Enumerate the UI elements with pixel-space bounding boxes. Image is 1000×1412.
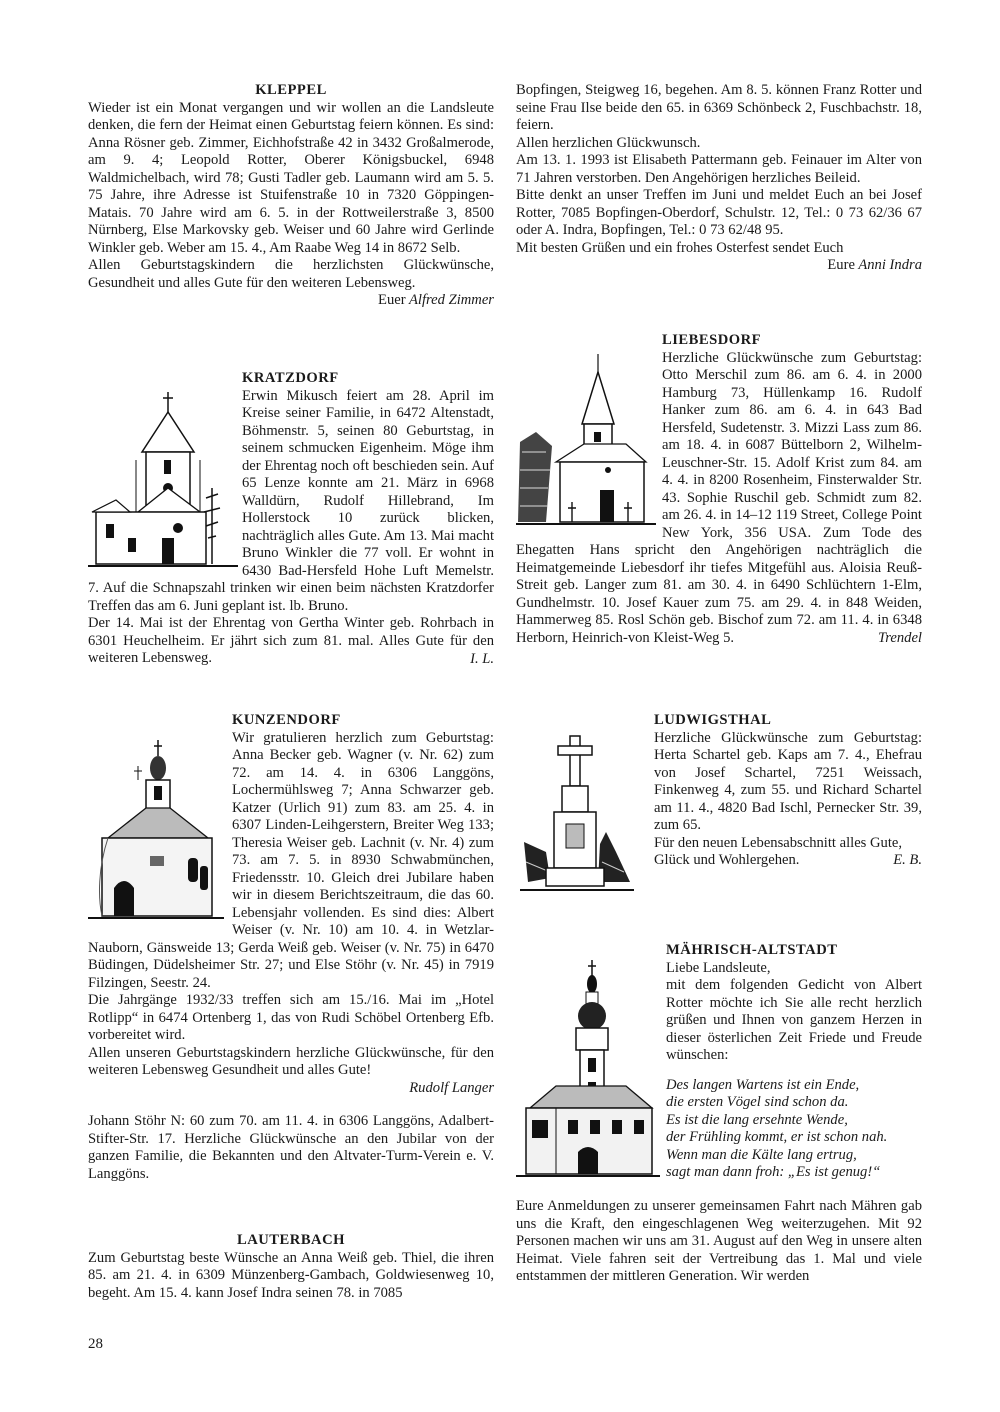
- heading-kratzdorf: KRATZDORF: [242, 370, 339, 386]
- kleppel-text: Wieder ist ein Monat vergangen und wir wollen an die Landsleute denken, die fern der Heimat einen Geburtstag feiern können. Es sind: Anna Rösner geb. Zimmer, Eichhofstraße 42 in 3432 Großalmerode, am 9. 4; Leopold Rotter, Oberer Königsbuckel, 6948 Waldmichelbach, wird 78; Gusti Tadler geb. Laumann wird am 5. 5. 75 Jahre, ihre Adresse ist Stuifenstraße 10 in 7320 Göppingen-Matais. 70 Jahre wird am 6. 5. in der Rottweilerstraße 3, 8500 Nürnberg, Else Markovsky geb. Weiser und 60 Jahre wird Gerlinde Winkler geb. Weber am 15. 4., Am Raabe Weg 14 in 8672 Selb.: [88, 99, 494, 256]
- kunzendorf-signature: Rudolf Langer: [409, 1079, 494, 1096]
- ludwigsthal-wishes: Für den neuen Lebensabschnitt alles Gute, Glück und Wohlergehen. E. B.: [654, 834, 922, 868]
- section-kleppel-continued: [516, 82, 922, 275]
- kunzendorf-meeting: Die Jahrgänge 1932/33 treffen sich am 15./16. Mai im „Hotel Rotlipp“ in 6474 Ortenberg 1, das von Rudi Schöbel Ortenberg Efb. vorbereitet wird.: [88, 992, 494, 1043]
- heading-lauterbach: LAUTERBACH: [237, 1232, 345, 1248]
- kratzdorf-signature: I. L.: [470, 650, 494, 667]
- ludwigsthal-text: Herzliche Glückwünsche zum Geburtstag: Herta Schartel geb. Kaps am 7. 4., Ehefrau von Josef Schartel, 7251 Weissach, Finkenweg 4, zum 55. und Richard Schartel am 11. 4., 4820 Bad Ischl, Pernecker Str. 39, zum 65.: [654, 729, 922, 833]
- section-kratzdorf: [88, 370, 494, 668]
- heading-maehrisch-altstadt: MÄHRISCH-ALTSTADT: [666, 942, 838, 958]
- kleppel-cont-meeting: Bitte denkt an unser Treffen im Juni und meldet Euch an bei Josef Rotter, 7085 Bopfingen-Oberdorf, Schulstr. 12, Tel.: 0 73 62/36 67 oder A. Indra, Bopfingen, Tel.: 0 73 62/48 95.: [516, 187, 922, 238]
- maehrisch-greeting: Liebe Landsleute,: [666, 959, 771, 976]
- kratzdorf-text: Erwin Mikusch feiert am 28. April im Kreise seiner Familie, in 6472 Altenstadt, Böhmenstr. 5, seinen 80 Geburtstag, in seinem schmucken Eigenheim. Möge ihm der Ehrentag noch oft beschieden sein. Auf 65 Lenze konnte am 21. März in 6968 Walldürn, Rudolf Hillebrand, Im Hollerstock 10 zurück blicken, nachträglich alles Gute. Am 13. Mai macht Bruno Winkler die 77 voll. Er wohnt in 6430 Bad-Hersfeld Hohe Luft Memelstr. 7. Auf die Schnapszahl trinken wir einen beim nächsten Kratzdorfer Treffen das am 6. Juni geplant ist. lb. Bruno.: [88, 387, 494, 614]
- section-kunzendorf: [88, 712, 494, 1183]
- section-kleppel: [88, 82, 494, 310]
- poem-line: die ersten Vögel sind schon da.: [666, 1094, 849, 1110]
- section-maehrisch-altstadt: [516, 942, 922, 1286]
- poem-line: Des langen Wartens ist ein Ende,: [666, 1076, 860, 1093]
- section-ludwigsthal: [516, 712, 922, 892]
- maehrisch-intro: mit dem folgenden Gedicht von Albert Rotter möchte ich Sie alle recht herzlich grüßen und Ihnen von ganzem Herzen in dieser österlichen Zeit Friede und Freude wünschen:: [666, 977, 922, 1063]
- kratzdorf-text-2: Der 14. Mai ist der Ehrentag von Gertha Winter geb. Rohrbach in 6301 Heuchelheim. Er jährt sich zum 81. mal. Alles Gute für den weiteren Lebensweg.: [88, 615, 494, 666]
- heading-liebesdorf: LIEBESDORF: [662, 332, 762, 348]
- kleppel-cont-wishes: Allen herzlichen Glückwunsch.: [516, 134, 701, 151]
- kleppel-signature: Euer Alfred Zimmer: [378, 292, 494, 308]
- maehrisch-text: Eure Anmeldungen zu unserer gemeinsamen Fahrt nach Mähren gab uns die Kraft, den eingeschlagenen Weg weiterzugehen. Mit 92 Personen machen wir uns am 31. August auf den Weg in unsere alten Heimat. Viele fahren seit der Vertreibung das 1. Mal und viele entstammen der mittleren Generation. Wir werden: [516, 1198, 922, 1284]
- poem-line: Es ist die lang ersehnte Wende,: [666, 1111, 848, 1128]
- kunzendorf-text: Wir gratulieren herzlich zum Geburtstag: Anna Becker geb. Wagner (v. Nr. 62) zum 72. am 14. 4. in 6306 Langgöns, Lochermühlsweg 7; Anna Schwarzer geb. Katzer (Urlich 91) zum 83. am 25. 4. in 6307 Linden-Leihgerstern, Breiter Weg 133; Theresia Weiser geb. Lachnit (v. Nr. 4) zum 73. am 7. 5. in 8930 Schwabmünchen, Friedensstr. 10. Gleich drei Jubilare haben wir in diesem Berichtszeitraum, die das 60. Lebensjahr vollenden. Es sind dies: Albert Weiser (v. Nr. 10) am 10. 4. in Wetzlar-Nauborn, Gänsweide 13; Gerda Weiß geb. Weiser (v. Nr. 75) in 6470 Büdingen, Düdelsheimer Str. 27; und Else Stöhr (v. Nr. 45) in 7919 Filzingen, Seestr. 24.: [88, 729, 494, 991]
- heading-ludwigsthal: LUDWIGSTHAL: [654, 712, 772, 728]
- section-lauterbach: [88, 1232, 494, 1302]
- poem-line: sagt man dann froh: „Es ist genug!“: [666, 1164, 881, 1180]
- kleppel-cont-signature: Eure Anni Indra: [827, 257, 922, 273]
- kleppel-cont-text: Bopfingen, Steigweg 16, begehen. Am 8. 5. können Franz Rotter und seine Frau Ilse beide den 65. in 6369 Schönbeck 2, Fuschbachstr. 18, feiern.: [516, 82, 922, 133]
- kleppel-cont-greeting: Mit besten Grüßen und ein frohes Osterfest sendet Euch: [516, 239, 844, 256]
- page-number: 28: [88, 1336, 103, 1352]
- ludwigsthal-signature: E. B.: [893, 852, 922, 868]
- liebesdorf-signature: Trendel: [877, 630, 922, 646]
- kunzendorf-johann: Johann Stöhr N: 60 zum 70. am 11. 4. in 6306 Langgöns, Adalbert-Stifter-Str. 17. Herzliche Glückwünsche an den Jubilar von der ganzen Familie, die Bekannten und den Altvater-Turm-Verein e. V. Langgöns.: [88, 1113, 494, 1182]
- heading-kleppel: KLEPPEL: [255, 82, 327, 98]
- kunzendorf-wishes: Allen unseren Geburtstagskindern herzliche Glückwünsche, für den weiteren Lebensweg Gesundheit und alles Gute!: [88, 1044, 494, 1078]
- heading-kunzendorf: KUNZENDORF: [232, 712, 341, 728]
- poem-line: der Frühling kommt, er ist schon nah.: [666, 1129, 888, 1145]
- kleppel-wishes: Allen Geburtstagskindern die herzlichsten Glückwünsche, Gesundheit und alles Gute für den weiteren Lebensweg.: [88, 257, 494, 291]
- poem-line: Wenn man die Kälte lang ertrug,: [666, 1146, 857, 1163]
- lauterbach-text: Zum Geburtstag beste Wünsche an Anna Weiß geb. Thiel, die ihren 85. am 21. 4. in 6309 Münzenberg-Gambach, Goldwiesenweg 10, begeht. Am 15. 4. kann Josef Indra seinen 78. in 7085: [88, 1249, 494, 1301]
- liebesdorf-text: Herzliche Glückwünsche zum Geburtstag: Otto Merschil zum 86. am 6. 4. in 2000 Hamburg 73, Hüllenkamp 16. Rudolf Hanker zum 86. am 6. 4. in 643 Bad Hersfeld, Sudetenstr. 3. Mizzi Lass zum 86. am 18. 4. in 6087 Büttelborn 2, Wilhelm-Leuschner-Str. 15. Adolf Krist zum 84. am 4. 4. in 8200 Rosenheim, Finsterwalder Str. 43. Sophie Ruschil geb. Schmidt zum 82. am 26. 4. in 14–12 119 Street, College Point New York, 356 USA. Zum Tode des Ehegatten Hans spricht den Angehörigen nachträglich die Heimatgemeinde Liebesdorf ihr tiefes Mitgefühl aus. Aloisia Reuß-Streit geb. Langer zum 81. am 30. 4. in 6490 Schlüchtern 1-Elm, Gundhelmstr. 10. Josef Kauer zum 75. am 29. 4. in 848 Weiden, Hammerweg 85. Rosl Schön geb. Bischof zum 72. am 11. 4. in 6348 Herborn, Heinrich-von Kleist-Weg 5.: [516, 349, 922, 646]
- kleppel-cont-obituary: Am 13. 1. 1993 ist Elisabeth Pattermann geb. Feinauer im Alter von 71 Jahren verstorben. Den Angehörigen herzliches Beileid.: [516, 152, 922, 186]
- section-liebesdorf: [516, 332, 922, 648]
